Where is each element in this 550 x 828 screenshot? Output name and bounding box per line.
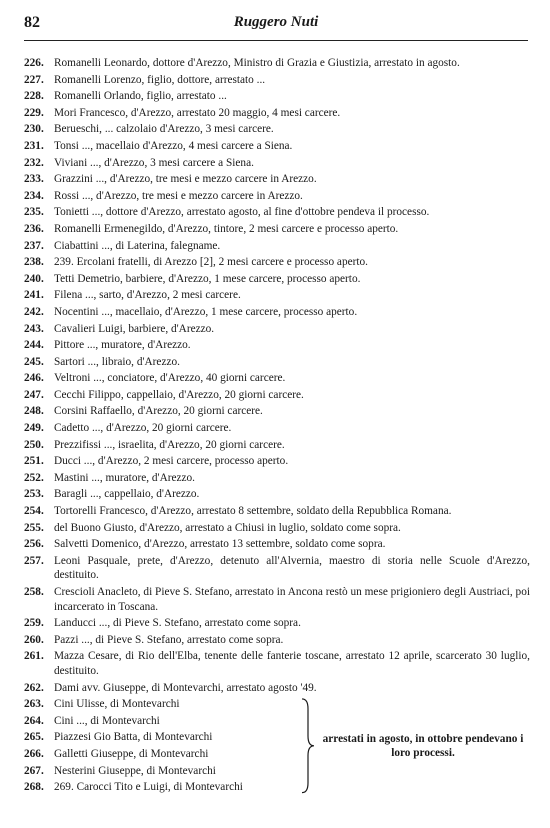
- list-item: [24, 322, 530, 337]
- entry-number: 264.: [24, 714, 44, 727]
- list-item: [24, 73, 530, 88]
- entry-number: 257.: [24, 554, 44, 567]
- entry-number: 253.: [24, 488, 44, 501]
- entry-number: 266.: [24, 747, 44, 760]
- entry-text: Rossi ..., d'Arezzo, tre mesi e mezzo carcere in Arezzo.: [54, 189, 303, 202]
- entry-number: 230.: [24, 123, 44, 136]
- entry-text: Crescioli Anacleto, di Pieve S. Stefano, arrestato in Ancona restò un mese prigioniero degli Austriaci, poi incarcerato in Toscana.: [54, 586, 530, 613]
- entry-number: 265.: [24, 731, 44, 744]
- list-item: [24, 649, 530, 678]
- list-item: [24, 633, 530, 648]
- entry-text: Corsini Raffaello, d'Arezzo, 20 giorni carcere.: [54, 405, 263, 418]
- entry-number: 251.: [24, 455, 44, 468]
- entry-text: Tonsi ..., macellaio d'Arezzo, 4 mesi carcere a Siena.: [54, 139, 293, 152]
- list-item: [24, 371, 530, 386]
- entry-text: Cini ..., di Montevarchi: [54, 714, 160, 727]
- entry-number: 262.: [24, 681, 44, 694]
- entry-number: 233.: [24, 173, 44, 186]
- entry-text: Cini Ulisse, di Montevarchi: [54, 698, 180, 711]
- list-item: [24, 504, 530, 519]
- entry-number: 259.: [24, 617, 44, 630]
- entry-text: Romanelli Orlando, figlio, arrestato ...: [54, 90, 227, 103]
- entry-text: Nocentini ..., macellaio, d'Arezzo, 1 mese carcere, processo aperto.: [54, 305, 358, 318]
- entry-text: Piazzesi Gio Batta, di Montevarchi: [54, 731, 213, 744]
- list-item: [24, 239, 530, 254]
- entry-number: 231.: [24, 139, 44, 152]
- entry-number: 237.: [24, 239, 44, 252]
- entry-number: 232.: [24, 156, 44, 169]
- entry-text: Cavalieri Luigi, barbiere, d'Arezzo.: [54, 322, 215, 335]
- entry-number: 245.: [24, 355, 44, 368]
- list-item: [24, 106, 530, 121]
- entry-number: 242.: [24, 305, 44, 318]
- entry-number: 246.: [24, 372, 44, 385]
- bracketed-group: [24, 697, 530, 795]
- list-item: [24, 471, 530, 486]
- entry-number: 268.: [24, 781, 44, 794]
- entry-text: Landucci ..., di Pieve S. Stefano, arrestato come sopra.: [54, 617, 301, 630]
- list-item: [24, 355, 530, 370]
- entry-text: 269. Carocci Tito e Luigi, di Montevarchi: [54, 781, 243, 794]
- entry-number: 244.: [24, 339, 44, 352]
- brace-annotation: [298, 697, 530, 795]
- list-item: [24, 56, 530, 71]
- entry-text: Veltroni ..., conciatore, d'Arezzo, 40 giorni carcere.: [54, 372, 286, 385]
- entry-text: Salvetti Domenico, d'Arezzo, arrestato 13 settembre, soldato come sopra.: [54, 538, 386, 551]
- entry-number: 254.: [24, 505, 44, 518]
- entry-text: 239. Ercolani fratelli, di Arezzo [2], 2 mesi carcere e processo aperto.: [54, 256, 368, 269]
- entry-number: 235.: [24, 206, 44, 219]
- list-item: [24, 189, 530, 204]
- entry-text: Tetti Demetrio, barbiere, d'Arezzo, 1 mese carcere, processo aperto.: [54, 272, 361, 285]
- entry-text: Berueschi, ... calzolaio d'Arezzo, 3 mesi carcere.: [54, 123, 274, 136]
- list-item: [24, 205, 530, 220]
- entry-text: Dami avv. Giuseppe, di Montevarchi, arrestato agosto '49.: [54, 681, 317, 694]
- entry-number: 227.: [24, 73, 44, 86]
- entry-number: 243.: [24, 322, 44, 335]
- entry-number: 226.: [24, 57, 44, 69]
- entry-text: Romanelli Leonardo, dottore d'Arezzo, Ministro di Grazia e Giustizia, arrestato in agosto.: [54, 57, 460, 69]
- entry-text: Filena ..., sarto, d'Arezzo, 2 mesi carcere.: [54, 289, 241, 302]
- list-item: [24, 404, 530, 419]
- list-item: [24, 585, 530, 614]
- entry-number: 256.: [24, 538, 44, 551]
- list-item: [24, 388, 530, 403]
- entry-number: 260.: [24, 633, 44, 646]
- entry-number: 249.: [24, 422, 44, 435]
- list-item: [24, 288, 530, 303]
- list-item: [24, 156, 530, 171]
- list-item: [24, 305, 530, 320]
- entry-text: Grazzini ..., d'Arezzo, tre mesi e mezzo carcere in Arezzo.: [54, 173, 317, 186]
- list-item: [24, 139, 530, 154]
- page-header: [24, 14, 528, 41]
- entry-text: Sartori ..., libraio, d'Arezzo.: [54, 355, 180, 368]
- list-item: [24, 681, 530, 696]
- entry-number: 228.: [24, 90, 44, 103]
- entry-number: 238.: [24, 256, 44, 269]
- page-number: 82: [24, 14, 40, 31]
- entry-number: 261.: [24, 650, 44, 663]
- bracket-note: arrestati in agosto, in ottobre pendevano i loro processi.: [322, 732, 524, 759]
- list-item: [24, 454, 530, 469]
- entry-number: 241.: [24, 289, 44, 302]
- running-head: Ruggero Nuti: [233, 14, 319, 30]
- entry-number: 258.: [24, 586, 44, 598]
- list-item: [24, 338, 530, 353]
- entry-text: Ducci ..., d'Arezzo, 2 mesi carcere, processo aperto.: [54, 455, 289, 468]
- entry-text: Galletti Giuseppe, di Montevarchi: [54, 747, 209, 760]
- list-item: [24, 122, 530, 137]
- list-item: [24, 438, 530, 453]
- entry-number: 234.: [24, 189, 44, 202]
- entry-text: Viviani ..., d'Arezzo, 3 mesi carcere a Siena.: [54, 156, 254, 169]
- entry-number: 267.: [24, 764, 44, 777]
- list-item: [24, 616, 530, 631]
- entry-text: Leoni Pasquale, prete, d'Arezzo, detenuto all'Alvernia, maestro di storia nelle Scuole d'Arezzo, destituito.: [54, 554, 530, 582]
- entry-list: [24, 56, 530, 797]
- entry-text: Baragli ..., cappellaio, d'Arezzo.: [54, 488, 200, 501]
- entry-text: del Buono Giusto, d'Arezzo, arrestato a Chiusi in luglio, soldato come sopra.: [54, 521, 401, 534]
- entry-number: 250.: [24, 438, 44, 451]
- list-item: [24, 89, 530, 104]
- entry-number: 263.: [24, 698, 44, 711]
- entry-text: Prezzifissi ..., israelita, d'Arezzo, 20 giorni carcere.: [54, 438, 285, 451]
- entry-text: Nesterini Giuseppe, di Montevarchi: [54, 764, 216, 777]
- entry-text: Tonietti ..., dottore d'Arezzo, arrestato agosto, al fine d'ottobre pendeva il processo.: [54, 206, 430, 219]
- entry-number: 255.: [24, 521, 44, 534]
- entry-number: 229.: [24, 106, 44, 119]
- entry-text: Pazzi ..., di Pieve S. Stefano, arrestato come sopra.: [54, 633, 284, 646]
- entry-text: Tortorelli Francesco, d'Arezzo, arrestato 8 settembre, soldato della Repubblica Romana.: [54, 505, 452, 518]
- entry-number: 240.: [24, 272, 44, 285]
- entry-text: Mastini ..., muratore, d'Arezzo.: [54, 471, 196, 484]
- entry-number: 247.: [24, 388, 44, 401]
- entry-text: Mori Francesco, d'Arezzo, arrestato 20 maggio, 4 mesi carcere.: [54, 106, 341, 119]
- entry-number: 252.: [24, 471, 44, 484]
- entry-text: Romanelli Ermenegildo, d'Arezzo, tintore, 2 mesi carcere e processo aperto.: [54, 222, 399, 235]
- list-item: [24, 421, 530, 436]
- list-item: [24, 521, 530, 536]
- list-item: [24, 487, 530, 502]
- list-item: [24, 537, 530, 552]
- entry-text: Cecchi Filippo, cappellaio, d'Arezzo, 20 giorni carcere.: [54, 388, 304, 401]
- entry-text: Romanelli Lorenzo, figlio, dottore, arrestato ...: [54, 73, 266, 86]
- curly-brace-icon: [298, 697, 318, 795]
- entry-text: Pittore ..., muratore, d'Arezzo.: [54, 339, 191, 352]
- list-item: [24, 272, 530, 287]
- list-item: [24, 554, 530, 583]
- entry-text: Cadetto ..., d'Arezzo, 20 giorni carcere.: [54, 422, 232, 435]
- list-item: [24, 222, 530, 237]
- entry-number: 236.: [24, 222, 44, 235]
- list-item: [24, 172, 530, 187]
- entry-text: Ciabattini ..., di Laterina, falegname.: [54, 239, 221, 252]
- list-item: [24, 255, 530, 270]
- entry-text: Mazza Cesare, di Rio dell'Elba, tenente delle fanterie toscane, arrestato 12 aprile, scarcerato 30 luglio, destituito.: [54, 650, 530, 677]
- entry-number: 248.: [24, 405, 44, 418]
